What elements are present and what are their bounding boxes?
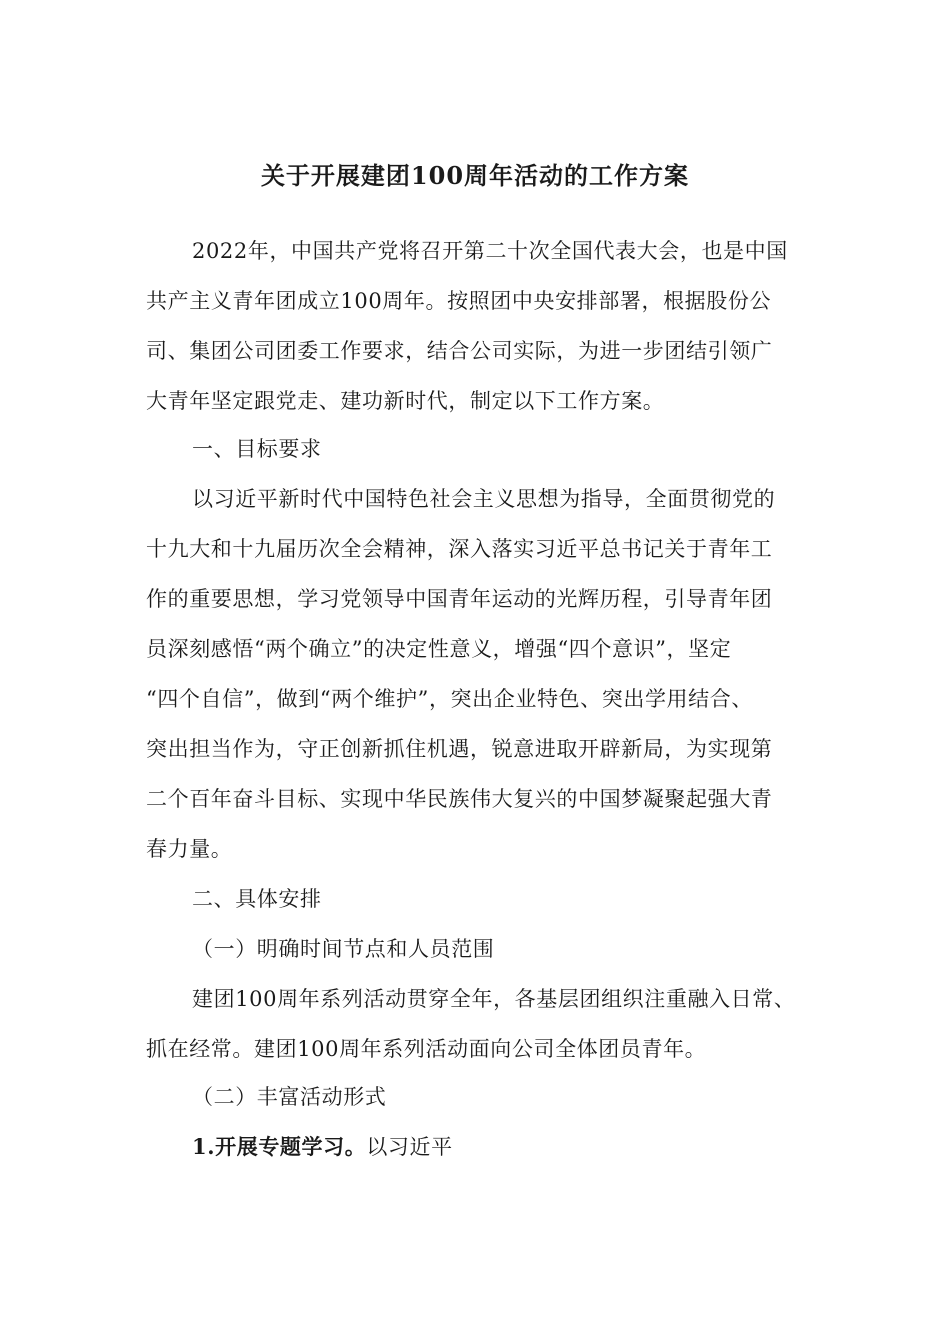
intro-line-4: 大青年坚定跟党走、建功新时代，制定以下工作方案。 [146,389,665,413]
section1-line-3: 作的重要思想，学习党领导中国青年运动的光辉历程，引导青年团 [146,587,773,611]
section1-line-8: 春力量。 [146,837,233,861]
section1-heading: 一、目标要求 [192,437,322,461]
sub1-line-1: 建团100周年系列活动贯穿全年，各基层团组织注重融入日常、 [192,987,796,1011]
section1-line-4: 员深刻感悟“两个确立”的决定性意义，增强“四个意识”，坚定 [146,637,732,661]
section1-line-1: 以习近平新时代中国特色社会主义思想为指导，全面贯彻党的 [192,487,776,511]
item1-line [192,1132,453,1162]
section1-line-2: 十九大和十九届历次全会精神，深入落实习近平总书记关于青年工 [146,537,773,561]
item1-bold-label: 1.开展专题学习。 [192,1134,367,1159]
section1-line-5: “四个自信”，做到“两个维护”，突出企业特色、突出学用结合、 [146,687,753,711]
document-title: 关于开展建团100周年活动的工作方案 [260,161,690,190]
item1-text: 以习近平 [366,1135,453,1159]
sub1-line-2: 抓在经常。建团100周年系列活动面向公司全体团员青年。 [146,1037,707,1061]
intro-line-2: 共产主义青年团成立100周年。按照团中央安排部署，根据股份公 [146,289,772,313]
intro-line-1: 2022年，中国共产党将召开第二十次全国代表大会，也是中国 [192,239,788,263]
intro-line-3: 司、集团公司团委工作要求，结合公司实际，为进一步团结引领广 [146,339,773,363]
section2-heading: 二、具体安排 [192,887,322,911]
sub2-heading: （二）丰富活动形式 [192,1085,387,1109]
section1-line-6: 突出担当作为，守正创新抓住机遇，锐意进取开辟新局，为实现第 [146,737,773,761]
sub1-heading: （一）明确时间节点和人员范围 [192,937,495,961]
section1-line-7: 二个百年奋斗目标、实现中华民族伟大复兴的中国梦凝聚起强大青 [146,787,773,811]
